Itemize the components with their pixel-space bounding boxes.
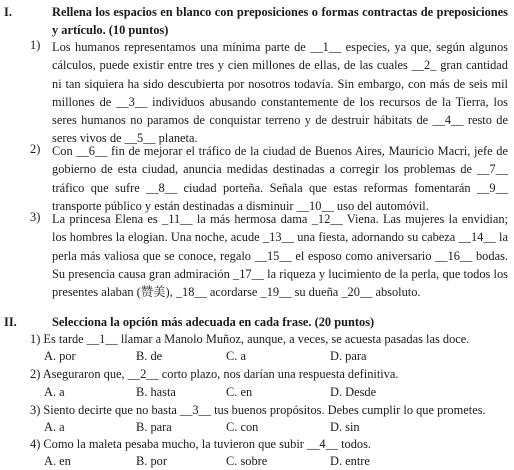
section-2-number: II. <box>4 315 17 329</box>
item-text: La princesa Elena es _11__ la más hermosa dama _12__ Viena. Las mujeres la envidian; los hombres la elogian. Una noche, acude _13__ una fiesta, adornando su cabeza __14__ la perla más valiosa que se conoce, regalo __15__ el esposo como aniversario __16__ bodas. Su presencia causa gran admiración _17__ la riqueza y lucimiento de la perla, que todos los presentes alaban (赞美), _18__ acordarse _19__ su dueña _20__ absoluto. <box>52 212 508 300</box>
option-c: C. sobre <box>226 454 268 468</box>
question-options <box>44 420 504 436</box>
option-d: D. Desde <box>330 385 377 399</box>
question-options <box>44 454 504 470</box>
item-number: 2) <box>30 142 41 156</box>
item-text: Con __6__ fin de mejorar el tráfico de la ciudad de Buenos Aires, Mauricio Macri, jefe de gobierno de esta ciudad, anuncia medidas destinadas a corregir los problemas de __7__ tráfico que sufre __8__ ciudad porteña. Señala que estas reformas fomentarán __9__ transporte público y están destinadas a disminuir __10__ uso del automóvil. <box>52 144 508 213</box>
option-a: A. en <box>44 454 71 468</box>
option-b: B. hasta <box>136 385 176 399</box>
section-1-title: Rellena los espacios en blanco con preposiciones o formas contractas de preposiciones y artículo. (10 puntos) <box>52 5 508 37</box>
question-text: 4) Como la maleta pesaba mucho, la tuvieron que subir __4__ todos. <box>30 437 372 451</box>
option-a: A. por <box>44 349 76 363</box>
question-text: 1) Es tarde __1__ llamar a Manolo Muñoz, aunque, a veces, se acuesta pasadas las doce. <box>30 332 470 346</box>
option-d: D. para <box>330 349 367 363</box>
question-options <box>44 349 504 365</box>
option-b: B. para <box>136 420 172 434</box>
question-text: 2) Aseguraron que, __2__ corto plazo, nos darían una respuesta definitiva. <box>30 367 399 381</box>
option-c: C. en <box>226 385 253 399</box>
option-c: C. a <box>226 349 246 363</box>
option-c: C. con <box>226 420 259 434</box>
question-options <box>44 385 504 401</box>
item-text: Los humanos representamos una mínima parte de __1__ especies, ya que, según algunos cálculos, puede existir entre tres y cien millones de ellas, de las cuales __2_ gran cantidad ni tan siquiera ha sido descubierta por nosotros todavía. Sin embargo, con más de seis mil millones de __3__ individuos abusando constantemente de los recursos de la Tierra, los seres humanos no paramos de conquistar terreno y de destruir hábitats de __4__ resto de seres vivos de __5__ planeta. <box>52 40 508 146</box>
item-number: 3) <box>30 210 41 224</box>
option-d: D. sin <box>330 420 360 434</box>
item-number: 1) <box>30 38 41 52</box>
option-a: A. a <box>44 420 65 434</box>
option-b: B. de <box>136 349 163 363</box>
option-d: D. entre <box>330 454 370 468</box>
option-a: A. a <box>44 385 65 399</box>
section-2-title: Selecciona la opción más adecuada en cada frase. (20 puntos) <box>52 315 375 329</box>
question-text: 3) Siento decirte que no basta __3__ tus buenos propósitos. Debes cumplir lo que prometes. <box>30 403 486 417</box>
option-b: B. por <box>136 454 167 468</box>
section-1-number: I. <box>4 5 12 19</box>
